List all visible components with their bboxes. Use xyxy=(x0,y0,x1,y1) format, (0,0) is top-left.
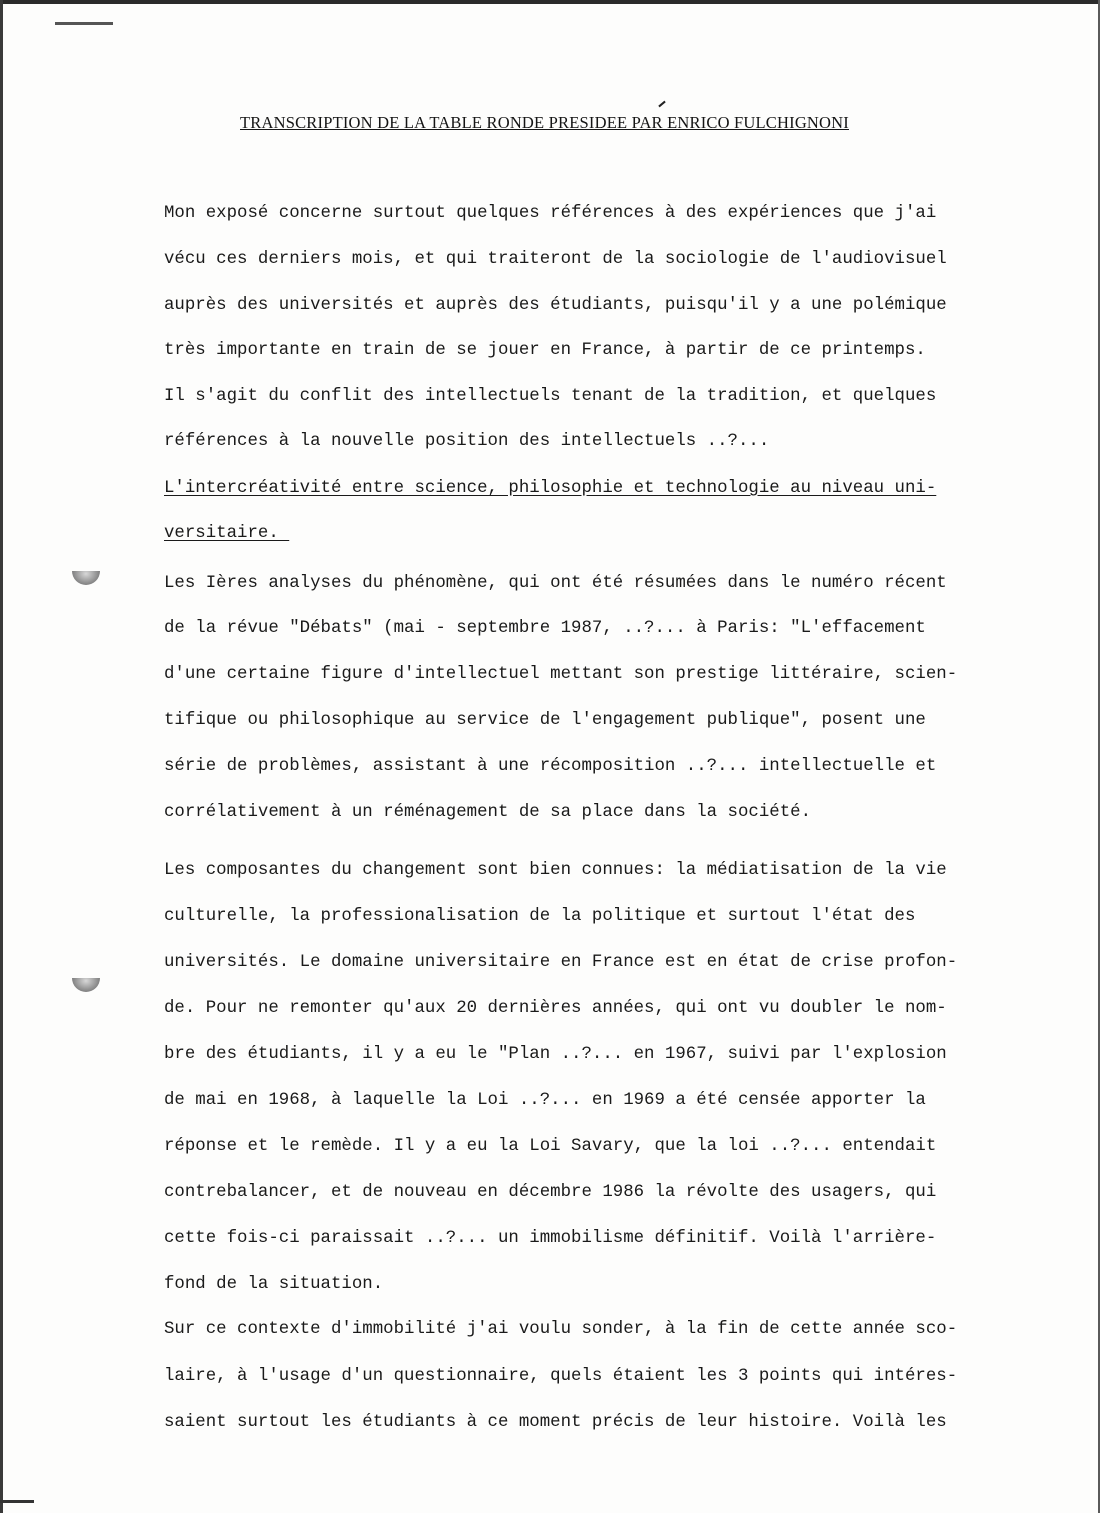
body-line-16: culturelle, la professionalisation de la politique et surtout l'état des xyxy=(164,907,916,926)
body-line-14: corrélativement à un réménagement de sa place dans la société. xyxy=(164,803,812,822)
body-line-11: d'une certaine figure d'intellectuel mettant son prestige littéraire, scien- xyxy=(164,665,958,684)
body-line-4: très importante en train de se jouer en France, à partir de ce printemps. xyxy=(164,341,926,360)
body-line-7-underlined: L'intercréativité entre science, philosophie et technologie au niveau uni- xyxy=(164,479,937,498)
body-line-21: réponse et le remède. Il y a eu la Loi Savary, que la loi ..?... entendait xyxy=(164,1137,937,1156)
body-line-20: de mai en 1968, à laquelle la Loi ..?... en 1969 a été censée apporter la xyxy=(164,1091,926,1110)
body-line-12: tifique ou philosophique au service de l'engagement publique", posent une xyxy=(164,711,926,730)
punch-hole-upper xyxy=(72,571,100,585)
punch-hole-lower xyxy=(72,978,100,992)
body-line-15: Les composantes du changement sont bien connues: la médiatisation de la vie xyxy=(164,861,947,880)
body-line-6: références à la nouvelle position des intellectuels ..?... xyxy=(164,432,770,451)
body-line-23: cette fois-ci paraissait ..?... un immobilisme définitif. Voilà l'arrière- xyxy=(164,1229,937,1248)
body-line-13: série de problèmes, assistant à une récomposition ..?... intellectuelle et xyxy=(164,757,937,776)
body-line-24: fond de la situation. xyxy=(164,1275,384,1294)
body-line-26: laire, à l'usage d'un questionnaire, quels étaient les 3 points qui intéres- xyxy=(164,1367,958,1386)
body-line-17: universités. Le domaine universitaire en France est en état de crise profon- xyxy=(164,953,958,972)
body-line-10: de la révue "Débats" (mai - septembre 1987, ..?... à Paris: "L'effacement xyxy=(164,619,926,638)
body-line-22: contrebalancer, et de nouveau en décembre 1986 la révolte des usagers, qui xyxy=(164,1183,937,1202)
body-line-9: Les Ières analyses du phénomène, qui ont été résumées dans le numéro récent xyxy=(164,574,947,593)
document-title: TRANSCRIPTION DE LA TABLE RONDE PRESIDEE PAR ENRICO FULCHIGNONI xyxy=(240,113,849,132)
left-scan-edge xyxy=(0,0,3,1513)
handwritten-accent-mark xyxy=(658,101,665,108)
body-line-1: Mon exposé concerne surtout quelques références à des expériences que j'ai xyxy=(164,204,937,223)
body-line-5: Il s'agit du conflit des intellectuels tenant de la tradition, et quelques xyxy=(164,387,937,406)
body-line-27: saient surtout les étudiants à ce moment précis de leur histoire. Voilà les xyxy=(164,1413,947,1432)
top-scan-edge xyxy=(0,0,1100,4)
body-line-3: auprès des universités et auprès des étudiants, puisqu'il y a une polémique xyxy=(164,296,947,315)
body-line-2: vécu ces derniers mois, et qui traiteront de la sociologie de l'audiovisuel xyxy=(164,250,947,269)
top-dash-mark xyxy=(55,22,113,25)
body-line-8-underlined: versitaire. xyxy=(164,524,290,543)
body-line-18: de. Pour ne remonter qu'aux 20 dernières années, qui ont vu doubler le nom- xyxy=(164,999,947,1018)
bottom-edge-mark xyxy=(0,1500,34,1503)
body-line-25: Sur ce contexte d'immobilité j'ai voulu sonder, à la fin de cette année sco- xyxy=(164,1320,958,1339)
body-line-19: bre des étudiants, il y a eu le "Plan ..?... en 1967, suivi par l'explosion xyxy=(164,1045,947,1064)
